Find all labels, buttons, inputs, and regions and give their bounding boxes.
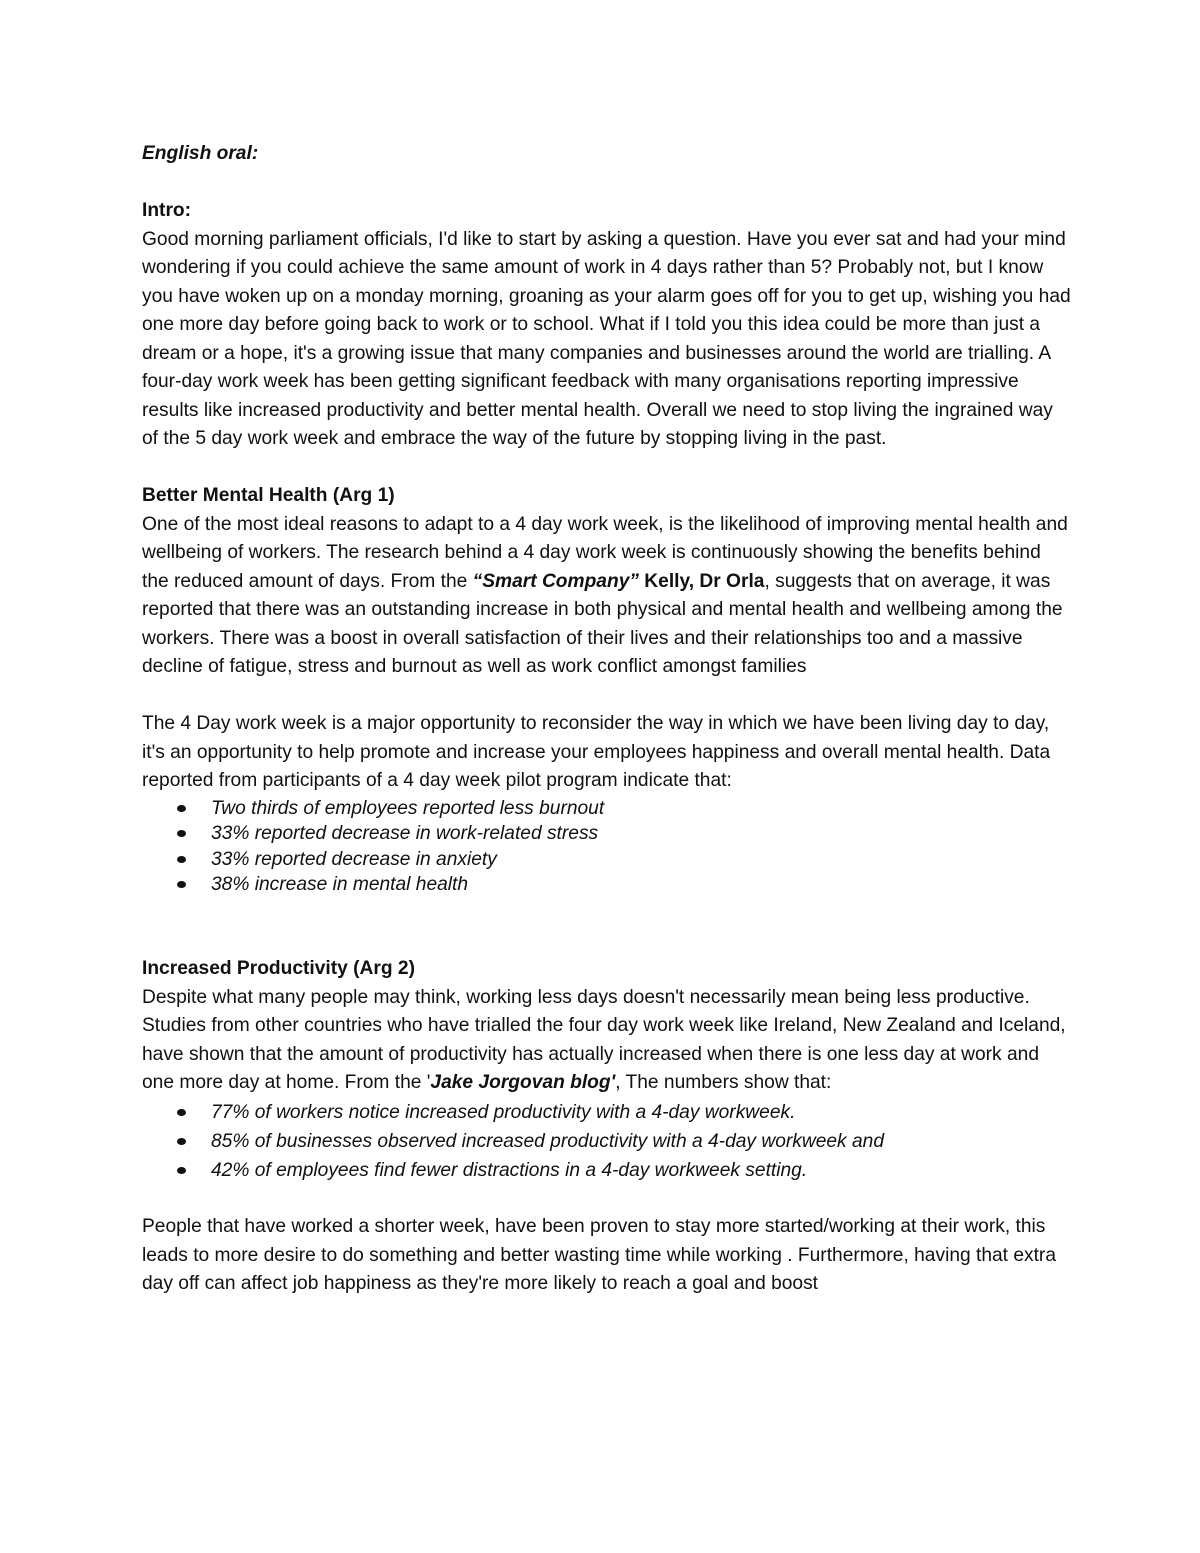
list-item-text: 33% reported decrease in work-related stress xyxy=(211,823,599,844)
list-item xyxy=(142,796,1072,822)
spacer xyxy=(142,1185,1072,1214)
arg1-paragraph-1-start: One of the most ideal reasons to adapt to a 4 day work week, is the likelihood of improving mental health and wellbeing of workers. The research behind a 4 day work week is continuously showing the benefits behind the reduced amount of days. From the xyxy=(142,513,1068,592)
arg1-paragraph-1-end: , suggests that on average, it was reported that there was an outstanding increase in both physical and mental health and wellbeing among the workers. There was a boost in overall satisfaction of their lives and their relationships too and a massive decline of fatigue, stress and burnout as well as work conflict amongst families xyxy=(142,570,1063,677)
list-item xyxy=(142,1156,1072,1185)
arg2-paragraph-1-start: Despite what many people may think, working less days doesn't necessarily mean being less productive. Studies from other countries who have trialled the four day work week like Ireland, New Zealand and Iceland, have shown that the amount of productivity has actually increased when there is one less day at work and one more day at home. From the ' xyxy=(142,986,1066,1093)
list-item-text: 33% reported decrease in anxiety xyxy=(211,848,497,870)
arg1-source-author: Kelly, Dr Orla xyxy=(638,570,765,592)
arg2-paragraph-1-end: , The numbers show that: xyxy=(615,1072,832,1093)
arg1-bullet-list xyxy=(142,796,1072,898)
spacer xyxy=(142,898,1072,927)
bullet-icon xyxy=(177,1138,186,1145)
arg1-paragraph-2: The 4 Day work week is a major opportunity to reconsider the way in which we have been living day to day, it's an opportunity to help promote and increase your employees happiness and overall mental health. Data reported from participants of a 4 day week pilot program indicate that: xyxy=(142,713,1051,791)
spacer xyxy=(142,682,1072,711)
arg2-heading: Increased Productivity (Arg 2) xyxy=(142,958,415,979)
list-item-text: 42% of employees find fewer distractions in a 4-day workweek setting. xyxy=(211,1159,808,1181)
arg2-paragraph-1 xyxy=(142,984,1072,1098)
bullet-icon xyxy=(177,805,186,812)
document-page xyxy=(142,140,1072,1299)
list-item-text: Two thirds of employees reported less burnout xyxy=(211,797,605,819)
arg2-bullet-list xyxy=(142,1098,1072,1185)
arg1-source-title: “Smart Company” xyxy=(472,570,639,592)
spacer xyxy=(142,454,1072,483)
list-item-text: 38% increase in mental health xyxy=(211,874,469,895)
list-item xyxy=(142,1127,1072,1156)
list-item xyxy=(142,821,1072,847)
list-item xyxy=(142,1098,1072,1127)
spacer xyxy=(142,169,1072,198)
bullet-icon xyxy=(177,856,186,863)
arg2-paragraph-2: People that have worked a shorter week, have been proven to stay more started/working at their work, this leads to more desire to do something and better wasting time while working . Furthermore, having that extra day off can affect job happiness as they're more likely to reach a goal and boost xyxy=(142,1216,1056,1294)
arg1-heading: Better Mental Health (Arg 1) xyxy=(142,485,395,506)
bullet-icon xyxy=(177,830,186,837)
arg1-paragraph-1 xyxy=(142,511,1072,682)
bullet-icon xyxy=(177,1109,186,1116)
list-item xyxy=(142,872,1072,898)
intro-heading: Intro: xyxy=(142,200,192,221)
spacer xyxy=(142,926,1072,955)
bullet-icon xyxy=(177,1167,186,1174)
list-item-text: 77% of workers notice increased productivity with a 4-day workweek. xyxy=(211,1101,796,1123)
list-item xyxy=(142,847,1072,873)
bullet-icon xyxy=(177,881,186,888)
intro-paragraph: Good morning parliament officials, I'd like to start by asking a question. Have you ever sat and had your mind wondering if you could achieve the same amount of work in 4 days rather than 5? Probably not, but I know you have woken up on a monday morning, groaning as your alarm goes off for you to get up, wishing you had one more day before going back to work or to school. What if I told you this idea could be more than just a dream or a hope, it's a growing issue that many companies and businesses around the world are trialling. A four-day work week has been getting significant feedback with many organisations reporting impressive results like increased productivity and better mental health. Overall we need to stop living the ingrained way of the 5 day work week and embrace the way of the future by stopping living in the past. xyxy=(142,228,1071,449)
arg2-source: Jake Jorgovan blog' xyxy=(430,1072,616,1093)
document-title: English oral: xyxy=(142,143,259,164)
list-item-text: 85% of businesses observed increased productivity with a 4-day workweek and xyxy=(211,1130,884,1152)
